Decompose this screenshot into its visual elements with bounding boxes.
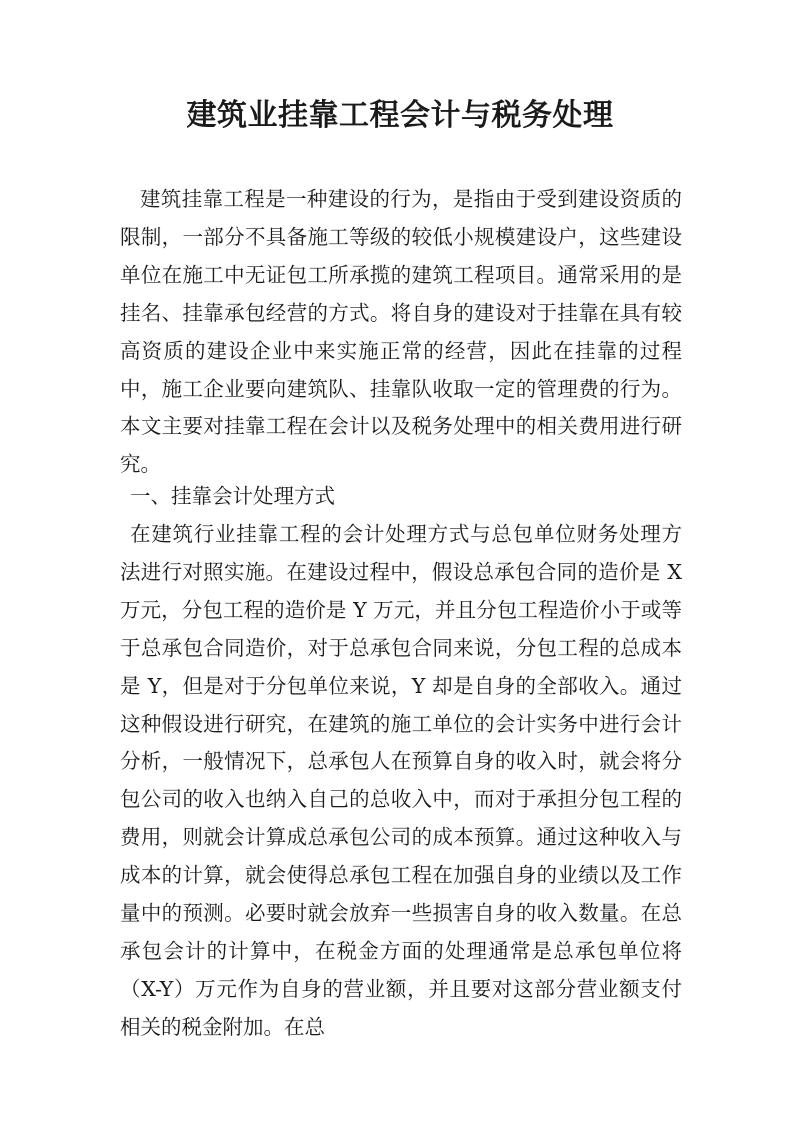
document-title: 建筑业挂靠工程会计与税务处理	[186, 98, 614, 133]
section-paragraph: 在建筑行业挂靠工程的会计处理方式与总包单位财务处理方法进行对照实施。在建设过程中，假设总承包合同的造价是 X 万元，分包工程的造价是 Y 万元，并且分包工程造价小于或等于总承包合同造价，对于总承包合同来说，分包工程的总成本是 Y，但是对于分包单位来说，Y 却是自身的全部收入。通过这种假设进行研究，在建筑的施工单位的会计实务中进行会计分析，一般情况下，总承包人在预算自身的收入时，就会将分包公司的收入也纳入自己的总收入中，而对于承担分包工程的费用，则就会计算成总承包公司的成本预算。通过这种收入与成本的计算，就会使得总承包工程在加强自身的业绩以及工作量中的预测。必要时就会放弃一些损害自身的收入数量。在总承包会计的计算中，在税金方面的处理通常是总承包单位将（X-Y）万元作为自身的营业额，并且要对这部分营业额支付相关的税金附加。在总	[120, 522, 682, 1039]
section-heading: 一、挂靠会计处理方式	[130, 484, 335, 508]
intro-paragraph: 建筑挂靠工程是一种建设的行为，是指由于受到建设资质的限制，一部分不具备施工等级的较低小规模建设户，这些建设单位在施工中无证包工所承揽的建筑工程项目。通常采用的是挂名、挂靠承包经营的方式。将自身的建设对于挂靠在具有较高资质的建设企业中来实施正常的经营，因此在挂靠的过程中，施工企业要向建筑队、挂靠队收取一定的管理费的行为。本文主要对挂靠工程在会计以及税务处理中的相关费用进行研究。	[120, 187, 682, 477]
